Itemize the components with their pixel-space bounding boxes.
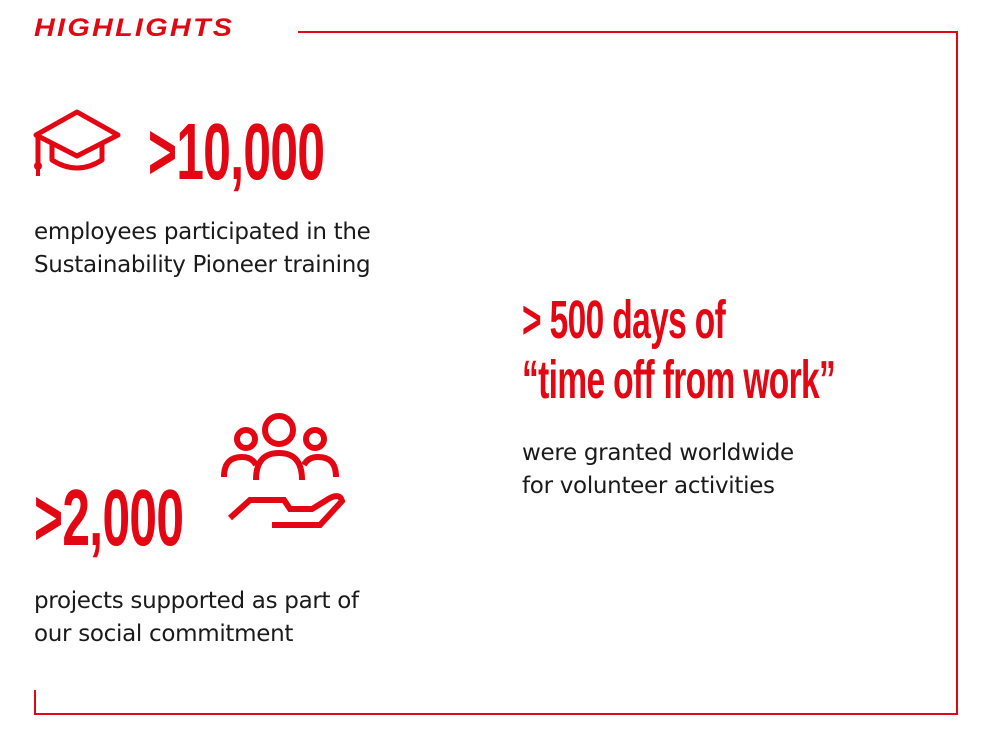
stat-volunteer-description xyxy=(522,437,794,503)
stat-projects-value: >2,000 xyxy=(34,473,184,562)
value-line: > 500 days of xyxy=(522,290,726,350)
value-line: “time off from work” xyxy=(522,350,836,410)
frame-bottom-line xyxy=(34,713,958,715)
people-in-hand-icon xyxy=(212,405,347,530)
description-line: for volunteer activities xyxy=(522,473,775,499)
stat-projects-description xyxy=(34,585,359,651)
description-line: were granted worldwide xyxy=(522,440,794,466)
description-line: employees participated in the xyxy=(34,219,371,245)
stat-volunteer-value xyxy=(522,290,835,410)
frame-left-tick xyxy=(34,690,36,715)
frame-right-line xyxy=(956,31,958,715)
description-line: projects supported as part of xyxy=(34,588,359,614)
stat-employees-description xyxy=(34,216,371,282)
description-line: our social commitment xyxy=(34,621,294,647)
section-title: HIGHLIGHTS xyxy=(34,14,235,42)
stat-employees-value: >10,000 xyxy=(148,107,325,196)
frame-top-line xyxy=(298,31,958,33)
graduation-cap-icon xyxy=(32,108,122,180)
description-line: Sustainability Pioneer training xyxy=(34,252,371,278)
